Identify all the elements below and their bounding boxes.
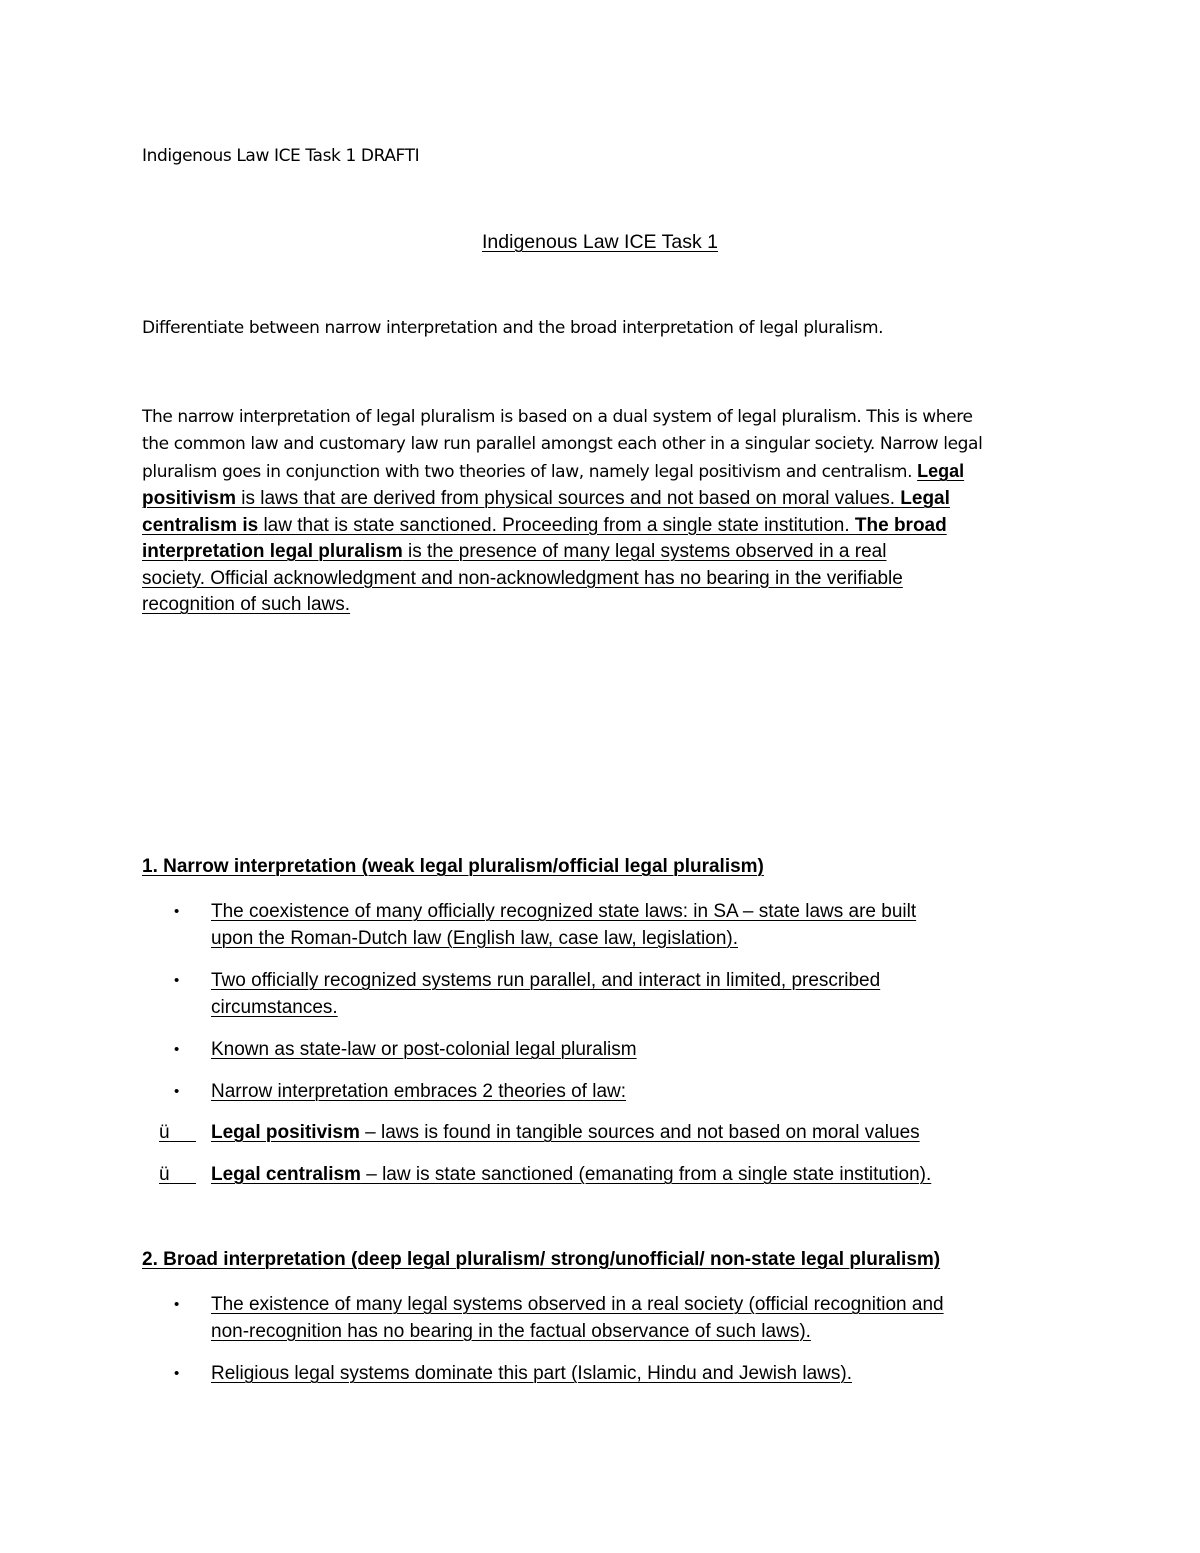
bullet-line: The existence of many legal systems observed in a real society (official recognition and	[211, 1294, 944, 1315]
bullet-text	[211, 1079, 1071, 1106]
bullet-text	[211, 968, 1071, 1021]
answer-line: the common law and customary law run parallel amongst each other in a singular society. Narrow legal	[142, 434, 983, 454]
section1-bullet-list	[0, 899, 1100, 1121]
list-item	[0, 968, 1100, 1037]
bullet-line: Known as state-law or post-colonial legal pluralism	[211, 1039, 637, 1060]
answer-text: is the presence of many legal systems observed in a real	[402, 541, 887, 562]
section1-heading: 1. Narrow interpretation (weak legal pluralism/official legal pluralism)	[142, 856, 764, 877]
answer-line: recognition of such laws.	[142, 594, 351, 615]
answer-line	[142, 485, 1072, 512]
answer-term-centralism: centralism is	[142, 514, 259, 536]
list-item	[0, 899, 1100, 968]
bullet-line: circumstances.	[211, 996, 338, 1018]
section2-bullet-list	[0, 1292, 1100, 1403]
section2-heading: 2. Broad interpretation (deep legal pluralism/ strong/unofficial/ non-state legal pluralism)	[142, 1249, 941, 1270]
bullet-text	[211, 899, 1071, 952]
document-header: Indigenous Law ICE Task 1 DRAFTI	[142, 146, 420, 166]
check-description: – laws is found in tangible sources and not based on moral values	[359, 1122, 920, 1143]
bullet-icon: •	[174, 1041, 180, 1058]
bullet-line: upon the Roman-Dutch law (English law, case law, legislation).	[211, 927, 738, 949]
answer-term-legal-centralism: Legal	[900, 488, 950, 509]
answer-term-legal-positivism: Legal	[917, 461, 965, 481]
answer-term-broad-interpretation: interpretation legal pluralism	[142, 541, 403, 562]
check-text	[211, 1122, 920, 1144]
bullet-icon: •	[174, 1296, 180, 1313]
bullet-icon: •	[174, 1365, 180, 1382]
list-item	[0, 1361, 1100, 1403]
list-item	[0, 1037, 1100, 1079]
answer-term-positivism: positivism	[142, 488, 236, 509]
list-item	[0, 1079, 1100, 1121]
bullet-text	[211, 1361, 1071, 1388]
answer-text: pluralism goes in conjunction with two theories of law, namely legal positivism and centralism.	[142, 462, 918, 482]
bullet-text	[211, 1037, 1071, 1064]
question-text: Differentiate between narrow interpretation and the broad interpretation of legal pluralism.	[142, 318, 884, 338]
answer-line: The narrow interpretation of legal pluralism is based on a dual system of legal pluralism. This is where	[142, 407, 973, 427]
bullet-line: non-recognition has no bearing in the factual observance of such laws).	[211, 1320, 811, 1342]
bullet-icon: •	[174, 972, 180, 989]
answer-text: law that is state sanctioned. Proceeding from a single state institution.	[258, 514, 855, 536]
answer-line	[142, 458, 1072, 485]
bullet-line: Religious legal systems dominate this part (Islamic, Hindu and Jewish laws).	[211, 1363, 852, 1384]
answer-line	[142, 512, 1072, 539]
answer-paragraph	[142, 404, 1072, 618]
check-text	[211, 1164, 931, 1186]
bullet-text	[211, 1292, 1071, 1345]
bullet-icon: •	[174, 903, 180, 920]
bullet-icon: •	[174, 1083, 180, 1100]
bullet-line: The coexistence of many officially recognized state laws: in SA – state laws are built	[211, 901, 917, 922]
list-item	[0, 1292, 1100, 1361]
checkmark-icon: ü	[159, 1164, 170, 1185]
bullet-line: Two officially recognized systems run parallel, and interact in limited, prescribed	[211, 970, 881, 991]
answer-term-broad: The broad	[854, 514, 947, 536]
answer-line	[142, 538, 1072, 565]
checkmark-icon: ü	[159, 1122, 170, 1143]
answer-line: society. Official acknowledgment and non-acknowledgment has no bearing in the verifiable	[142, 567, 903, 589]
check-description: – law is state sanctioned (emanating from a single state institution).	[360, 1164, 932, 1185]
document-title: Indigenous Law ICE Task 1	[482, 231, 718, 253]
check-term: Legal centralism	[211, 1164, 361, 1185]
bullet-line: Narrow interpretation embraces 2 theories of law:	[211, 1081, 627, 1102]
check-term: Legal positivism	[211, 1122, 360, 1143]
answer-text: is laws that are derived from physical sources and not based on moral values.	[235, 488, 901, 509]
